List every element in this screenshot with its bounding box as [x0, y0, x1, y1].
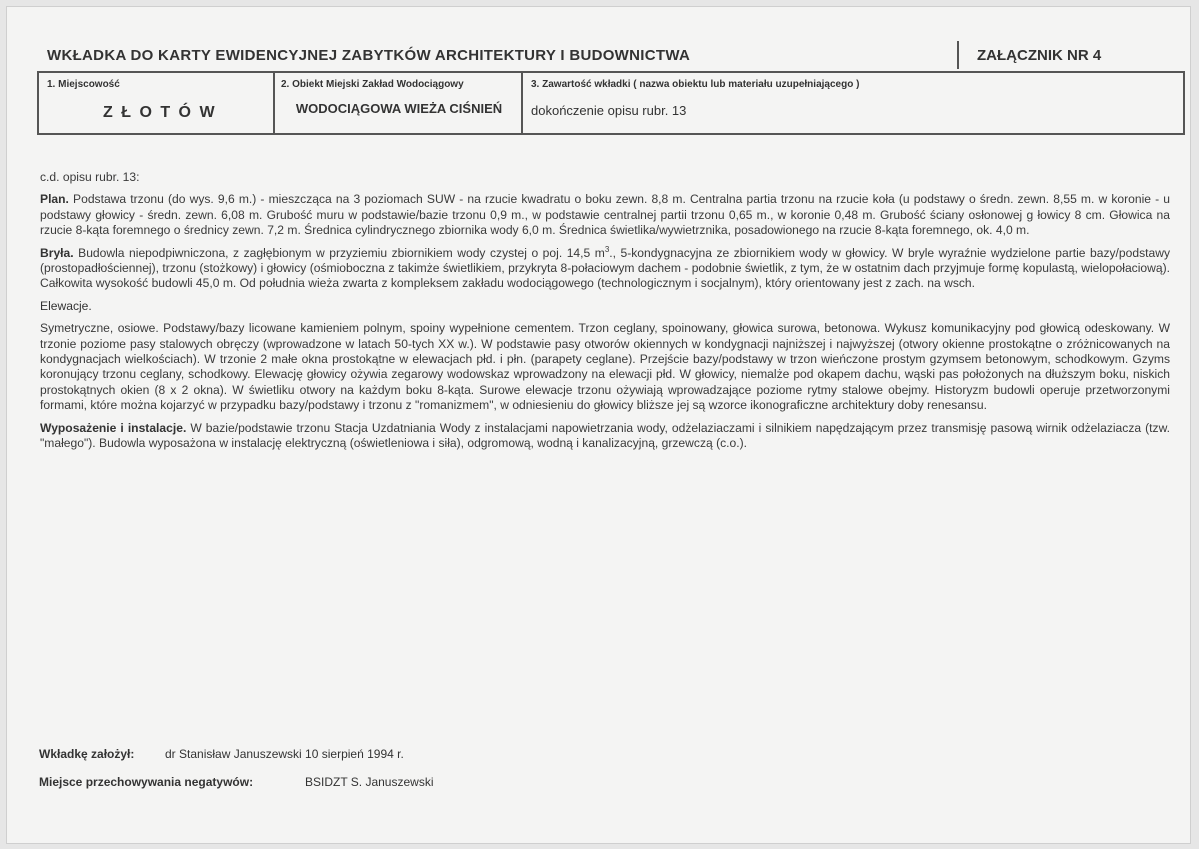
- insert-contents-value: dokończenie opisu rubr. 13: [531, 103, 687, 118]
- insert-contents-label: 3. Zawartość wkładki ( nazwa obiektu lub materiału uzupełniającego ): [531, 79, 860, 90]
- table-left-border: [37, 71, 39, 135]
- continuation-intro: c.d. opisu rubr. 13:: [40, 170, 140, 184]
- founded-by-row: [39, 747, 404, 761]
- elewacje-heading: Elewacje.: [40, 298, 92, 313]
- table-right-border: [1183, 71, 1185, 135]
- locality-label: 1. Miejscowość: [47, 79, 120, 90]
- plan-text: Podstawa trzonu (do wys. 9,6 m.) - mieszcząca na 3 poziomach SUW - na rzucie kwadratu o boku zewn. 8,8 m. Centralna partia trzonu na rzucie koła (u podstawy o średn. zewn. 8,55 m. w koronie - u podstawy głowicy - średn. zewn. 6,08 m. Grubość muru w podstawie/bazie trzonu 0,9 m., w podstawie centralnej partii trzonu 0,65 m., w koronie 0,48 m. Grubość ściany osłonowej g łowicy 8 cm. Głowica na rzucie 8-kąta foremnego o średnicy zewn. 7,2 m. Średnica cylindrycznego zbiornika wody 6,0 m. Średnica świetlika/wywietrznika, posadowionego na rzucie 8-kąta foremnego, ok. 4,0 m.: [40, 192, 1170, 238]
- cubic-superscript: 3: [604, 244, 610, 254]
- negatives-location-row: [39, 775, 434, 789]
- description-body: [40, 170, 1170, 459]
- equipment-text: W bazie/podstawie trzonu Stacja Uzdatniania Wody z instalacjami napowietrzania wody, odżelaziaczami i silnikiem napędzającym przez transmisję pasową wirnik odżelaziacza (tzw. "małego"). Budowla wyposażona w instalację elektryczną (oświetleniowa i siła), odgromową, wodną i kanalizacyjną, grzewczą (c.o.).: [40, 420, 1170, 451]
- form-header: [37, 39, 1185, 135]
- equipment-paragraph: [40, 421, 1170, 452]
- document-sheet: [6, 6, 1191, 844]
- plan-heading: Plan.: [40, 192, 69, 207]
- table-divider-2: [521, 71, 523, 135]
- founded-by-label: Wkładkę założył:: [39, 747, 135, 761]
- table-bottom-border: [37, 133, 1185, 135]
- bryla-text-a: Budowla niepodpiwniczona, z zagłębionym w przyziemiu zbiornikiem wody czystej o poj. 14,5 m: [73, 245, 605, 260]
- bryla-heading: Bryła.: [40, 245, 74, 260]
- form-title: WKŁADKA DO KARTY EWIDENCYJNEJ ZABYTKÓW ARCHITEKTURY I BUDOWNICTWA: [47, 47, 691, 64]
- bryla-text-b: ., 5-kondygnacyjna ze zbiornikiem wody w głowicy. W bryle wyraźnie wydzielone partie bazy/podstawy (prostopadłościennej), trzonu (stożkowy) i głowicy (ośmioboczna z takimże świetlikiem, przykryta 8-połaciowym dachem - podobnie świetlik, z tym, że w ostatnim dach przyjmuje formę kopulastą, wielopołaciową). Całkowita wysokość budowli 45,0 m. Od południa wieża zwarta z kompleksem zakładu wodociągowego (technologicznym i socjalnym), który orientowany jest z zach. na wsch.: [40, 245, 1170, 291]
- locality-value: Z Ł O T Ó W: [103, 104, 217, 121]
- table-top-border: [37, 71, 1185, 73]
- equipment-heading: Wyposażenie i instalacje.: [40, 420, 187, 435]
- object-value: WODOCIĄGOWA WIEŻA CIŚNIEŃ: [295, 101, 503, 116]
- bryla-paragraph: [40, 246, 1170, 292]
- annex-number: ZAŁĄCZNIK NR 4: [977, 47, 1102, 64]
- founded-by-value: dr Stanisław Januszewski 10 sierpień 1994 r.: [165, 747, 404, 761]
- object-label: 2. Obiekt Miejski Zakład Wodociągowy: [281, 79, 464, 90]
- table-divider-1: [273, 71, 275, 135]
- title-divider: [957, 41, 959, 69]
- elewacje-paragraph: Symetryczne, osiowe. Podstawy/bazy licowane kamieniem polnym, spoiny wypełnione cementem. Trzon ceglany, spoinowany, głowica surowa, betonowa. Wykusz komunikacyjny pod głowicą odeskowany. W trzonie poziome pasy stalowych obręczy (wprowadzone w latach 50-tych XX w.). W podstawie pasy otworów okiennych w kondygnacji najniższej i najwyższej (otwory okienne prostokątne o zróżnicowanych na kondygnacjach wielkościach). W trzonie 2 małe okna prostokątne w elewacjach płd. i płn. (parapety ceglane). Przejście bazy/podstawy w trzon wieńczone prostym gzymsem betonowym, schodkowym. Gzyms koronujący trzonu ceglany, schodkowy. Elewację głowicy ożywia zegarowy wodowskaz wprowadzony na elewacji płd. W głowicy, niemalże pod okapem dachu, wąski pas położonych na dłuższym boku, niskich prostokątnych okien (8 x 2 okna). W świetliku otwory na każdym boku 8-kąta. Surowe elewacje trzonu ożywiają wprowadzające poziome rytmy stalowe obejmy. Historyzm budowli operuje przetworzonymi formami, które można kojarzyć w przypadku bazy/podstawy i trzonu z "romanizmem", w odniesieniu do głowicy bliższe jej są wzorce ikonograficzne architektury doby renesansu.: [40, 321, 1170, 413]
- plan-paragraph: [40, 192, 1170, 238]
- title-row: [37, 39, 1185, 69]
- negatives-location-label: Miejsce przechowywania negatywów:: [39, 775, 254, 789]
- negatives-location-value: BSIDZT S. Januszewski: [305, 775, 434, 789]
